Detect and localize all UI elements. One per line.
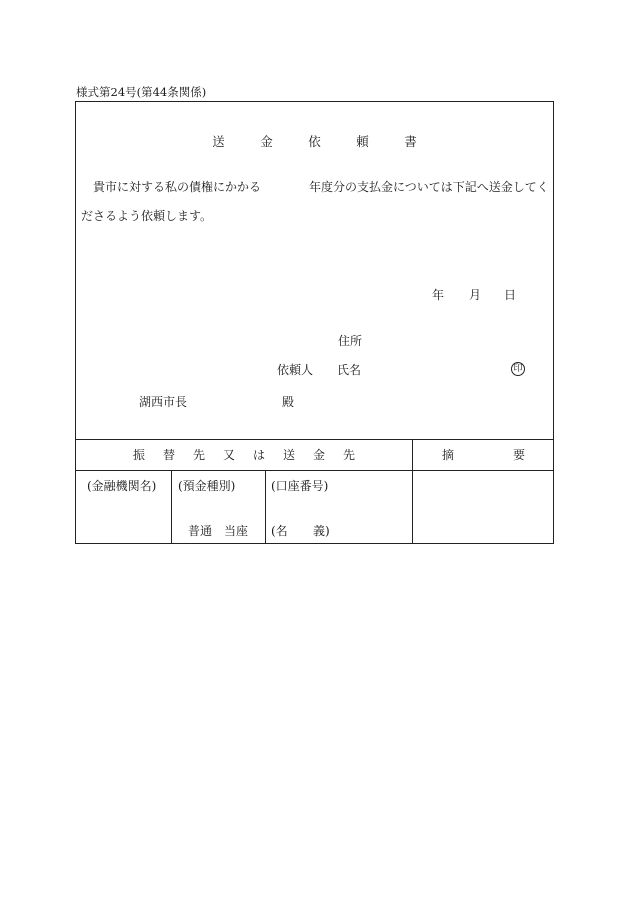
header-char: は [252, 448, 265, 462]
header-char: 又 [222, 448, 235, 462]
title-char: 依 [308, 134, 321, 149]
header-char: 先 [342, 448, 355, 462]
date-month-label: 月 [469, 288, 482, 302]
seal-icon: 印 [511, 362, 525, 376]
account-type-label: (預金種別) [178, 479, 236, 493]
request-text-line2: ださるよう依頼します。 [81, 209, 213, 223]
addressee-label: 湖西市長 [139, 395, 188, 409]
header-char: 先 [192, 448, 205, 462]
request-text-part2: 年度分の支払金については下記へ送金してく [309, 180, 549, 194]
header-char: 金 [312, 448, 325, 462]
summary-header-char: 摘 [442, 448, 455, 462]
title-char: 送 [212, 134, 225, 149]
account-type-options: 普通 当座 [188, 524, 249, 538]
bank-name-label: (金融機関名) [87, 479, 157, 493]
transfer-destination-header [76, 449, 412, 461]
table-top-rule [76, 439, 553, 440]
account-number-label: (口座番号) [271, 479, 329, 493]
honorific-label: 殿 [282, 395, 295, 409]
bank-column-divider [171, 470, 172, 543]
account-type-column-divider [265, 470, 266, 543]
title-char: 頼 [356, 134, 369, 149]
name-label: 氏名 [337, 363, 362, 377]
summary-column-divider [412, 439, 413, 543]
title-char: 金 [260, 134, 273, 149]
summary-header-char: 要 [513, 448, 526, 462]
header-char: 振 [132, 448, 145, 462]
address-label: 住所 [338, 334, 363, 348]
account-holder-label: (名 [271, 524, 288, 538]
header-char: 送 [282, 448, 295, 462]
requester-label: 依頼人 [277, 363, 314, 377]
form-number: 様式第24号(第44条関係) [76, 85, 207, 99]
remittance-request-form [75, 101, 554, 544]
account-holder-label: 義) [313, 524, 330, 538]
date-year-label: 年 [432, 288, 445, 302]
date-day-label: 日 [504, 288, 517, 302]
header-char: 替 [162, 448, 175, 462]
request-text-part1: 貴市に対する私の債権にかかる [93, 180, 262, 194]
table-header-rule [76, 470, 553, 471]
form-title [76, 136, 553, 149]
title-char: 書 [404, 134, 417, 149]
